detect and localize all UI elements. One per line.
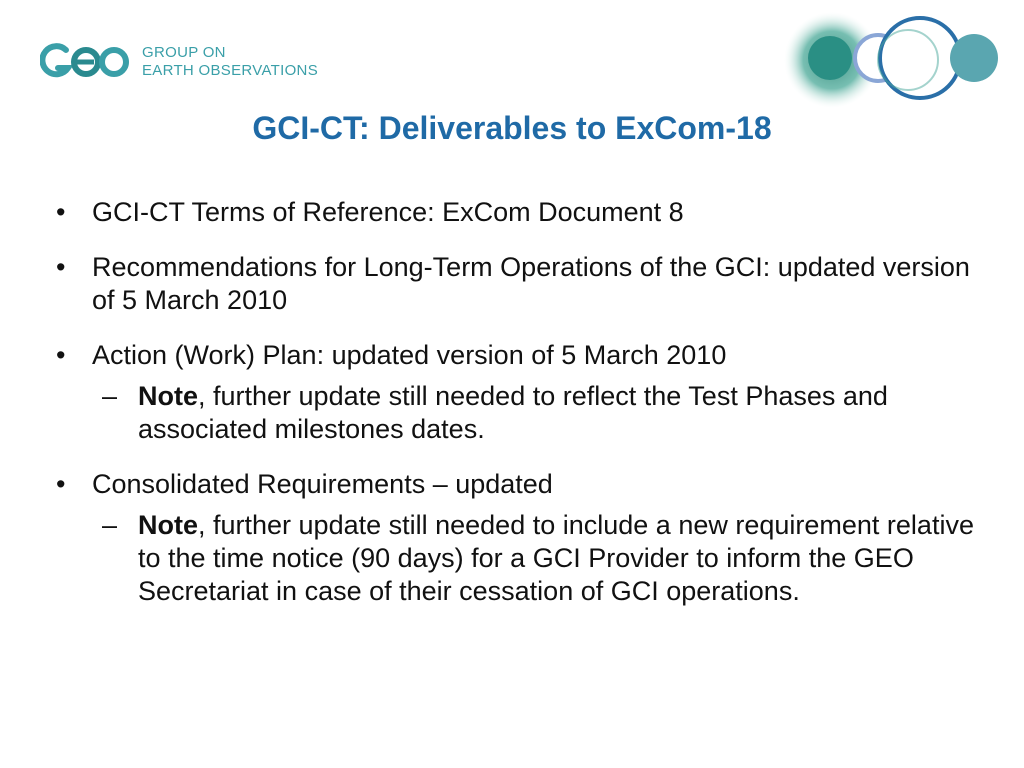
- bullet-marker: •: [56, 252, 66, 282]
- list-item-text: Consolidated Requirements – updated: [92, 469, 553, 499]
- bullet-marker: •: [56, 469, 66, 499]
- bullet-marker: •: [56, 197, 66, 227]
- logo-line-2: EARTH OBSERVATIONS: [142, 62, 318, 79]
- list-item-text: Action (Work) Plan: updated version of 5 March 2010: [92, 340, 727, 370]
- list-item-group: [56, 339, 976, 446]
- sub-list-item-text: [138, 509, 976, 608]
- page-title: GCI-CT: Deliverables to ExCom-18: [252, 110, 772, 146]
- geo-logo-icon: [40, 38, 132, 86]
- note-label: Note: [138, 381, 198, 411]
- list-item: [56, 196, 976, 229]
- dash-marker: –: [102, 381, 118, 411]
- note-text: , further update still needed to reflect the Test Phases and associated milestones dates.: [138, 381, 888, 444]
- sub-list-item-text: [138, 380, 976, 446]
- list-item-group: [56, 468, 976, 608]
- logo-line-1: GROUP ON: [142, 44, 226, 61]
- slide-header: [0, 0, 1024, 110]
- sub-list-item: [102, 380, 976, 446]
- sub-list-item: [102, 509, 976, 608]
- logo-text: [142, 44, 318, 80]
- geo-logo: [40, 38, 318, 86]
- note-text: , further update still needed to include a new requirement relative to the time notice (90 days) for a GCI Provider to inform the GEO Secretariat in case of their cessation of GCI operations.: [138, 510, 974, 606]
- decorative-circles-icon: [770, 10, 1010, 110]
- list-item: [56, 339, 976, 372]
- note-label: Note: [138, 510, 198, 540]
- dash-marker: –: [102, 510, 118, 540]
- list-item: [56, 251, 976, 317]
- list-item: [56, 468, 976, 501]
- list-item-text: Recommendations for Long-Term Operations of the GCI: updated version of 5 March 2010: [92, 252, 970, 315]
- list-item-text: GCI-CT Terms of Reference: ExCom Document 8: [92, 197, 684, 227]
- bullet-list: [56, 196, 976, 630]
- bullet-marker: •: [56, 340, 66, 370]
